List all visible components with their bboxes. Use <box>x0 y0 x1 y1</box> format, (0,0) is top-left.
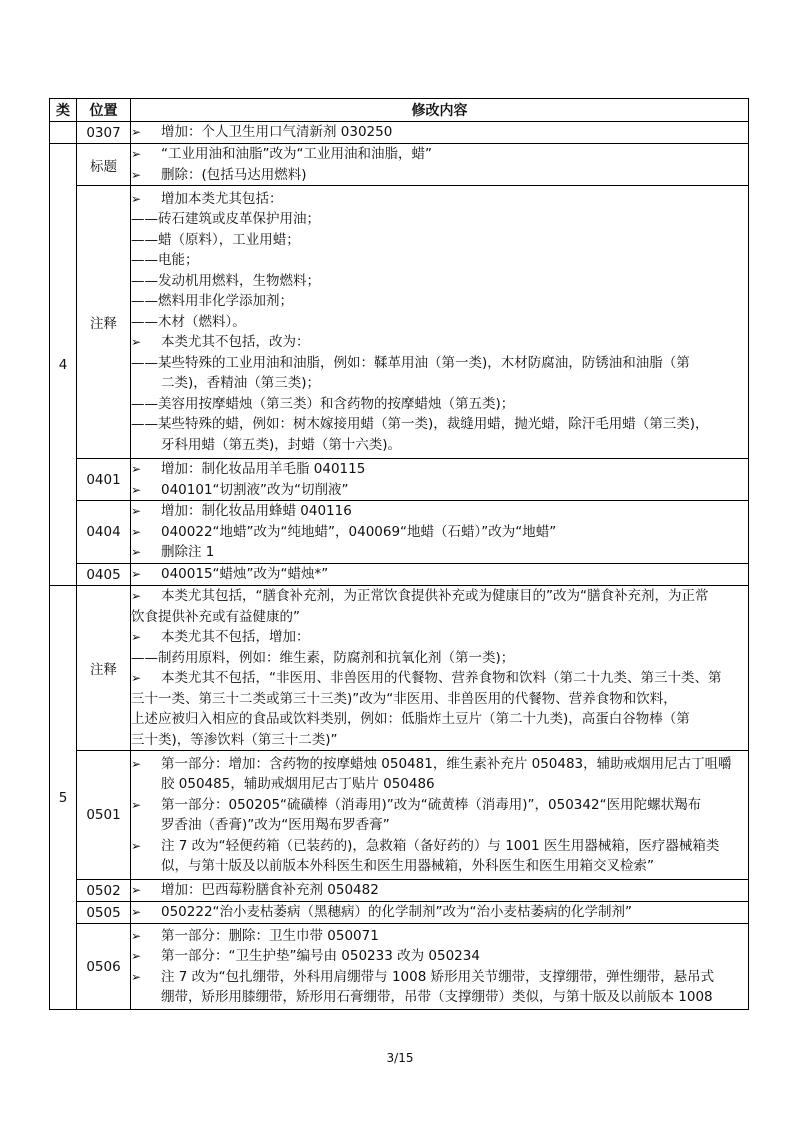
sub-item: ——制药用原料，例如：维生素，防腐剂和抗氧化剂（第一类)； <box>131 649 515 666</box>
bullet-item <box>131 480 748 501</box>
table-row <box>50 459 749 501</box>
arrow-bullet-icon: ➢ <box>131 928 142 943</box>
arrow-bullet-icon: ➢ <box>131 335 142 350</box>
bullet-item <box>131 586 748 607</box>
position-cell: 0505 <box>77 902 131 924</box>
position-cell: 标题 <box>77 144 131 186</box>
arrow-bullet-icon: ➢ <box>131 883 142 898</box>
item-text: 注 7 改为“包扎绷带，外科用肩绷带与 1008 矫形用关节绷带，支撑绷带，弹性绷带，悬吊式 <box>161 968 715 985</box>
class-cell: 4 <box>50 144 77 586</box>
item-text: 本类尤其包括，“膳食补充剂，为正常饮食提供补充或为健康目的”改为“膳食补充剂，为正常 <box>161 588 709 604</box>
arrow-bullet-icon: ➢ <box>131 969 142 984</box>
bullet-item <box>131 967 748 988</box>
arrow-bullet-icon: ➢ <box>131 462 142 476</box>
table-header-row <box>50 99 749 122</box>
bullet-item <box>131 795 748 816</box>
content-cell <box>131 924 749 1010</box>
item-text: 增加：制化妆品用羊毛脂 040115 <box>161 461 366 477</box>
item-text: 删除：(包括马达用燃料) <box>161 166 307 183</box>
item-continued: 三十一类、第三十二类或第三十三类)”改为“非医用、非兽医用的代餐物、营养食物和饮料， <box>131 690 677 707</box>
table-row <box>50 586 749 751</box>
bullet-item <box>131 880 748 901</box>
item-text: 增加：个人卫生用口气清新剂 030250 <box>161 124 393 141</box>
arrow-bullet-icon: ➢ <box>131 125 142 140</box>
table-row <box>50 501 749 564</box>
bullet-item <box>131 668 748 689</box>
sub-item: ——某些特殊的工业用油和油脂，例如：鞣革用油（第一类)，木材防腐油，防锈油和油脂（第 <box>131 354 690 371</box>
sub-item: ——某些特殊的蜡，例如：树木嫁接用蜡（第一类)，裁缝用蜡，抛光蜡，除汗毛用蜡（第三类)， <box>131 416 709 433</box>
table-row <box>50 902 749 924</box>
item-continued: 饮食提供补充或有益健康的” <box>131 608 300 625</box>
item-text: 本类尤其不包括，“非医用、非兽医用的代餐物、营养食物和饮料（第二十九类、第三十类、第 <box>161 670 722 686</box>
arrow-bullet-icon: ➢ <box>131 482 142 497</box>
item-text: 删除注 1 <box>161 544 215 561</box>
arrow-bullet-icon: ➢ <box>131 191 142 206</box>
sub-item: ——木材（燃料）。 <box>131 313 246 330</box>
bullet-item <box>131 459 748 480</box>
bullet-item <box>131 189 748 210</box>
table-row <box>50 186 749 459</box>
item-continued: 胶 050485，辅助戒烟用尼古丁贴片 050486 <box>161 776 435 792</box>
item-continued: 三十类)，等渗饮料（第三十二类)” <box>131 731 338 748</box>
item-text: 第一部分：增加：含药物的按摩蜡烛 050481，维生素补充片 050483，辅助戒烟用尼古丁咀嚼 <box>161 755 732 772</box>
arrow-bullet-icon: ➢ <box>131 756 142 771</box>
table-row <box>50 564 749 586</box>
item-continued: 似，与第十版及以前版本外科医生和医生用器械箱，外科医生和医生用箱交叉检索” <box>161 858 654 874</box>
item-continued: 绷带，矫形用膝绷带，矫形用石膏绷带，吊带（支撑绷带）类似，与第十版及以前版本 1008 <box>161 989 713 1005</box>
sub-item: ——蜡（原料），工业用蜡； <box>131 231 300 248</box>
class-cell: 5 <box>50 586 77 1010</box>
item-text: 增加本类尤其包括： <box>161 190 283 207</box>
sub-item: ——燃料用非化学添加剂； <box>131 293 293 310</box>
item-text: 040022“地蜡”改为“纯地蜡”，040069“地蜡（石蜡）”改为“地蜡” <box>161 523 557 540</box>
content-cell <box>131 186 749 459</box>
header-position: 位置 <box>77 99 131 122</box>
bullet-item <box>131 926 748 947</box>
position-cell: 注释 <box>77 586 131 751</box>
arrow-bullet-icon: ➢ <box>131 567 142 582</box>
content-cell <box>131 459 749 501</box>
class-cell-empty <box>50 122 77 144</box>
arrow-bullet-icon: ➢ <box>131 524 142 539</box>
content-cell <box>131 902 749 924</box>
position-cell: 0502 <box>77 880 131 902</box>
sub-item: ——发动机用燃料，生物燃料； <box>131 272 320 289</box>
arrow-bullet-icon: ➢ <box>131 671 142 685</box>
table-row <box>50 144 749 186</box>
bullet-item <box>131 501 748 522</box>
item-text: “工业用油和油脂”改为“工业用油和油脂，蜡” <box>161 146 432 162</box>
table-row <box>50 880 749 902</box>
arrow-bullet-icon: ➢ <box>131 838 142 853</box>
arrow-bullet-icon: ➢ <box>131 589 142 603</box>
bullet-item <box>131 522 748 543</box>
sub-item-continued: 二类)，香精油（第三类)； <box>161 375 321 392</box>
header-class: 类 <box>50 99 77 122</box>
content-cell <box>131 122 749 144</box>
content-cell <box>131 751 749 880</box>
bullet-item <box>131 144 748 165</box>
item-text: 本类尤其不包括，改为： <box>161 334 310 351</box>
table-row <box>50 751 749 880</box>
content-cell <box>131 586 749 751</box>
content-cell <box>131 564 749 586</box>
item-text: 050222“治小麦枯萎病（黑穗病）的化学制剂”改为“治小麦枯萎病的化学制剂” <box>161 904 633 921</box>
arrow-bullet-icon: ➢ <box>131 147 142 161</box>
header-content: 修改内容 <box>131 99 749 122</box>
bullet-item <box>131 332 748 353</box>
bullet-item <box>131 564 748 585</box>
revision-table <box>49 98 749 1010</box>
item-text: 040015“蜡烛”改为“蜡烛*” <box>161 566 329 583</box>
bullet-item <box>131 542 748 563</box>
arrow-bullet-icon: ➢ <box>131 504 142 519</box>
position-cell: 0405 <box>77 564 131 586</box>
bullet-item <box>131 902 748 923</box>
arrow-bullet-icon: ➢ <box>131 630 142 644</box>
table-row <box>50 122 749 144</box>
sub-item-continued: 牙科用蜡（第五类)，封蜡（第十六类)。 <box>161 436 402 453</box>
content-cell <box>131 144 749 186</box>
sub-item: ——美容用按摩蜡烛（第三类）和含药物的按摩蜡烛（第五类)； <box>131 395 515 412</box>
page-number: 3/15 <box>386 1051 414 1065</box>
position-cell: 0404 <box>77 501 131 564</box>
item-continued: 罗香油（香膏)”改为“医用羯布罗香膏” <box>161 817 390 833</box>
content-cell <box>131 501 749 564</box>
item-text: 增加：巴西莓粉膳食补充剂 050482 <box>161 882 379 899</box>
sub-item: ——电能； <box>131 252 199 269</box>
item-text: 增加：制化妆品用蜂蜡 040116 <box>161 503 352 520</box>
bullet-item <box>131 627 748 648</box>
item-text: 注 7 改为“轻便药箱（已装药的)，急救箱（备好药的）与 1001 医生用器械箱，医疗器械箱类 <box>161 837 720 854</box>
position-cell: 0506 <box>77 924 131 1010</box>
arrow-bullet-icon: ➢ <box>131 545 142 560</box>
position-cell: 注释 <box>77 186 131 459</box>
bullet-item <box>131 946 748 967</box>
position-cell: 0401 <box>77 459 131 501</box>
arrow-bullet-icon: ➢ <box>131 167 142 182</box>
item-text: 040101“切割液”改为“切削液” <box>161 481 349 498</box>
position-cell: 0307 <box>77 122 131 144</box>
arrow-bullet-icon: ➢ <box>131 949 142 963</box>
bullet-item <box>131 754 748 775</box>
position-cell: 0501 <box>77 751 131 880</box>
arrow-bullet-icon: ➢ <box>131 905 142 920</box>
item-continued: 上述应被归入相应的食品或饮料类别，例如：低脂炸土豆片（第二十九类)，高蛋白谷物棒（第 <box>131 711 690 727</box>
item-text: 第一部分：删除：卫生巾带 050071 <box>161 927 379 944</box>
arrow-bullet-icon: ➢ <box>131 797 142 812</box>
bullet-item <box>131 165 748 186</box>
sub-item: ——砖石建筑或皮革保护用油； <box>131 211 320 228</box>
table-row <box>50 924 749 1010</box>
bullet-item <box>131 122 748 143</box>
content-cell <box>131 880 749 902</box>
item-text: 本类尤其不包括，增加： <box>161 629 310 645</box>
item-text: 第一部分：050205“硫磺棒（消毒用)”改为“硫黄棒（消毒用)”，050342“医用陀螺状羯布 <box>161 796 702 813</box>
item-text: 第一部分：“卫生护垫”编号由 050233 改为 050234 <box>161 948 480 964</box>
bullet-item <box>131 836 748 857</box>
